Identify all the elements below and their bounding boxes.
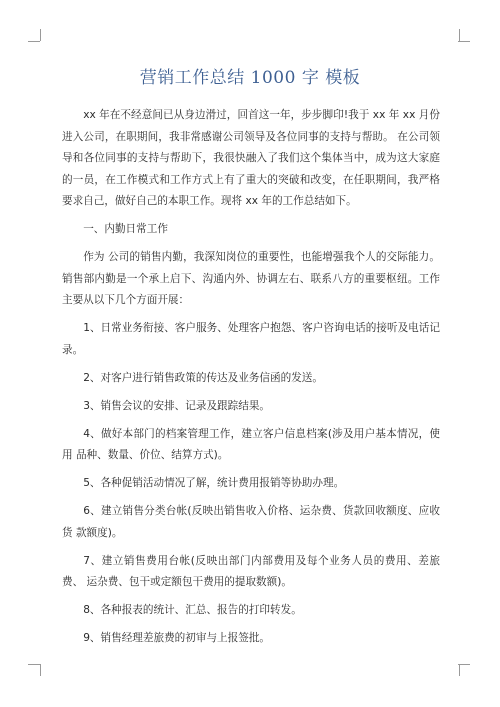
list-item: 3、销售会议的安排、记录及跟踪结果。 [83, 399, 271, 412]
list-item: 7、建立销售费用台帐(反映出部门内部费用及每个业务人员的费用、差旅费、 运杂费、包干或定额包干费用的提取数额)。 [62, 554, 440, 588]
list-item: 8、各种报表的统计、汇总、报告的打印转发。 [83, 604, 302, 616]
list-item: 4、做好本部门的档案管理工作，建立客户信息档案(涉及用户基本情况，使用 品种、数量、价位、结算方式)。 [62, 427, 440, 461]
section-heading: 一、内勤日常工作 [83, 223, 168, 235]
paragraph-role: 作为 公司的销售内勤，我深知岗位的重要性，也能增强我个人的交际能力。销售部内勤是一个承上启下、沟通内外、协调左右、联系八方的重要枢纽。工作主要从以下几个方面开展： [62, 251, 440, 306]
list-item: 9、销售经理差旅费的初审与上报签批。 [83, 632, 271, 644]
document-title: 营销工作总结 1000 字 模板 [139, 68, 361, 88]
paragraph-intro: xx 年在不经意间已从身边滑过，回首这一年，步步脚印!我于 xx 年 xx 月份进入公司，在职期间，我非常感谢公司领导及各位同事的支持与帮助。 在公司领导和各位同事的支持与帮助下，我很快融入了我们这个集体当中，成为这大家庭的一员，在工作模式和工作方式上有了重大的突破和改变，在任职期间，我严格要求自己，做好自己的本职工作。现将 xx 年的工作总结如下。 [62, 109, 440, 207]
list-item: 6、建立销售分类台帐(反映出销售收入价格、运杂费、货款回收额度、应收货 款额度)。 [62, 505, 440, 539]
list-item: 5、各种促销活动情况了解，统计费用报销等协助办理。 [83, 477, 345, 489]
document-body [62, 105, 440, 656]
list-item: 1、日常业务衔接、客户服务、处理客户抱怨、客户咨询电话的接听及电话记录。 [62, 322, 440, 356]
list-item: 2、对客户进行销售政策的传达及业务信函的发送。 [83, 371, 323, 384]
